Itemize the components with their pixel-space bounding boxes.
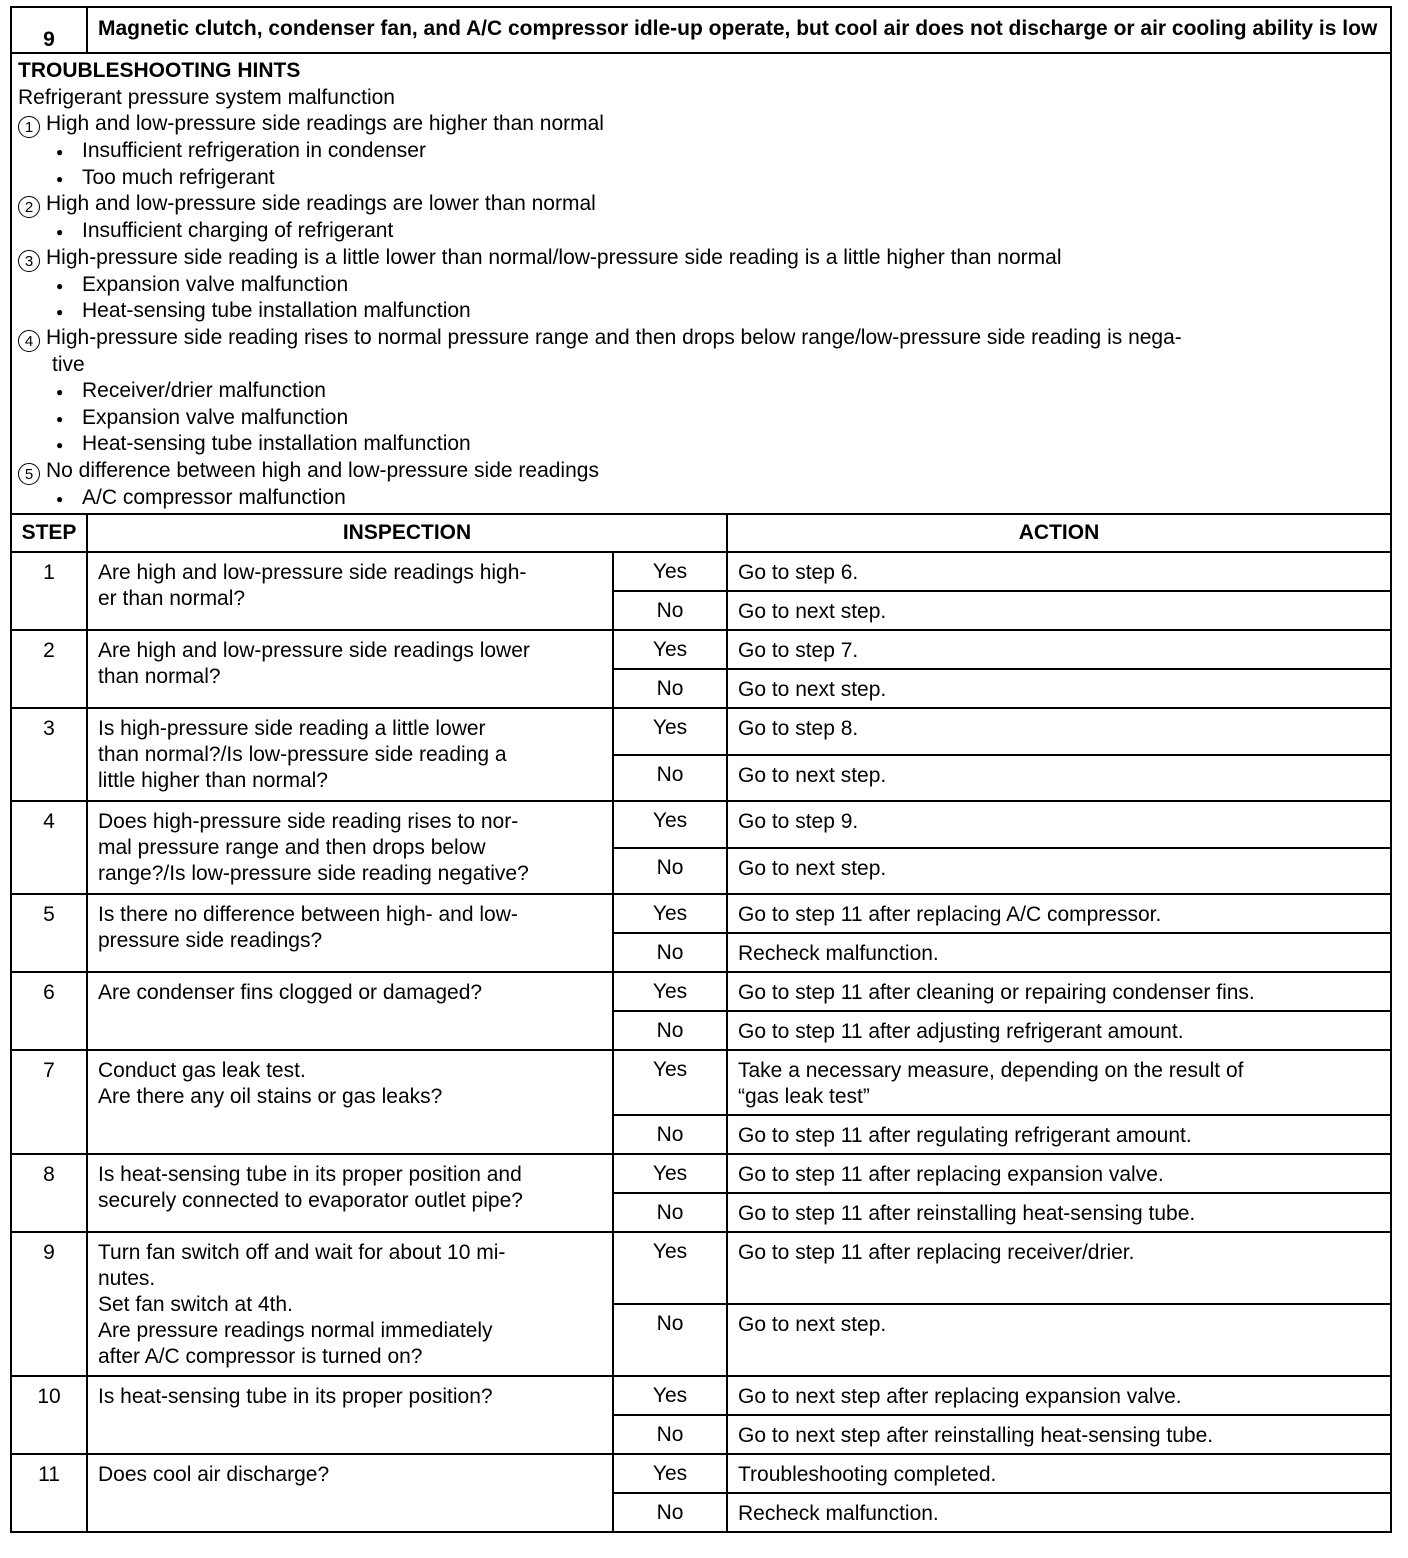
step-number: 8 <box>11 1154 87 1232</box>
no-label: No <box>613 1193 727 1232</box>
no-action: Go to next step. <box>727 669 1391 708</box>
step-number: 11 <box>11 1454 87 1532</box>
no-label: No <box>613 755 727 801</box>
step-inspection: Does high-pressure side reading rises to nor- mal pressure range and then drops below range?/Is low-pressure side reading negative? <box>87 801 613 894</box>
yes-label: Yes <box>613 1154 727 1193</box>
troubleshooting-hints <box>11 53 1391 514</box>
step-inspection: Is heat-sensing tube in its proper position? <box>87 1376 613 1454</box>
step-inspection: Conduct gas leak test. Are there any oil stains or gas leaks? <box>87 1050 613 1154</box>
yes-action: Go to step 11 after cleaning or repairing condenser fins. <box>727 972 1391 1011</box>
yes-action: Go to step 6. <box>727 552 1391 591</box>
hint-cause <box>18 218 1384 245</box>
no-action: Go to next step. <box>727 591 1391 630</box>
hint-cause-text: Insufficient charging of refrigerant <box>82 219 394 242</box>
hint-cause-text: Receiver/drier malfunction <box>82 379 326 402</box>
yes-label: Yes <box>613 552 727 591</box>
col-inspection: INSPECTION <box>87 514 727 552</box>
hint-cause-text: Expansion valve malfunction <box>82 405 349 429</box>
step-row <box>11 708 1391 755</box>
no-action: Go to next step after reinstalling heat-sensing tube. <box>727 1415 1391 1454</box>
hints-subtitle: Refrigerant pressure system malfunction <box>18 85 395 109</box>
no-label: No <box>613 1415 727 1454</box>
hint-condition-text-cont: tive <box>52 352 85 376</box>
hint-cause-text: Insufficient refrigeration in condenser <box>82 139 426 162</box>
yes-action: Troubleshooting completed. <box>727 1454 1391 1493</box>
yes-action: Go to step 11 after replacing expansion valve. <box>727 1154 1391 1193</box>
column-header-row <box>11 514 1391 552</box>
yes-label: Yes <box>613 894 727 933</box>
step-number: 7 <box>11 1050 87 1154</box>
step-row <box>11 552 1391 591</box>
hint-condition <box>18 245 1384 272</box>
yes-label: Yes <box>613 630 727 669</box>
troubleshooting-table <box>10 6 1392 1533</box>
no-label: No <box>613 669 727 708</box>
hint-cause <box>18 165 1384 192</box>
hint-cause <box>18 272 1384 299</box>
no-label: No <box>613 933 727 972</box>
yes-action: Take a necessary measure, depending on the result of “gas leak test” <box>727 1050 1391 1115</box>
hint-condition <box>18 191 1384 218</box>
hint-condition-text: High and low-pressure side readings are lower than normal <box>46 192 596 215</box>
no-label: No <box>613 1493 727 1532</box>
step-number: 9 <box>11 1232 87 1376</box>
step-number: 5 <box>11 894 87 972</box>
hint-cause-text: Heat-sensing tube installation malfunction <box>82 299 471 322</box>
circled-number: 4 <box>18 330 40 352</box>
no-action: Go to step 11 after reinstalling heat-sensing tube. <box>727 1193 1391 1232</box>
header-title: Magnetic clutch, condenser fan, and A/C compressor idle-up operate, but cool air does not discharge or air cooling ability is low <box>87 7 1391 53</box>
yes-label: Yes <box>613 801 727 848</box>
step-row <box>11 1050 1391 1115</box>
step-row <box>11 1376 1391 1415</box>
no-action: Go to step 11 after regulating refrigerant amount. <box>727 1115 1391 1154</box>
hint-condition-text: High-pressure side reading rises to normal pressure range and then drops below range/low-pressure side reading is nega- <box>46 325 1182 349</box>
yes-label: Yes <box>613 1454 727 1493</box>
step-row <box>11 972 1391 1011</box>
step-inspection: Are condenser fins clogged or damaged? <box>87 972 613 1050</box>
step-number: 4 <box>11 801 87 894</box>
no-label: No <box>613 848 727 894</box>
step-inspection: Is high-pressure side reading a little lower than normal?/Is low-pressure side reading a little higher than normal? <box>87 708 613 801</box>
circled-number: 1 <box>18 116 40 138</box>
step-number: 1 <box>11 552 87 630</box>
yes-label: Yes <box>613 1050 727 1115</box>
yes-label: Yes <box>613 708 727 755</box>
hint-condition <box>18 111 1384 138</box>
step-row <box>11 630 1391 669</box>
yes-action: Go to step 11 after replacing A/C compressor. <box>727 894 1391 933</box>
hint-cause-text: Too much refrigerant <box>82 165 275 189</box>
col-step: STEP <box>11 514 87 552</box>
circled-number: 2 <box>18 196 40 218</box>
hint-cause-text: A/C compressor malfunction <box>82 485 346 509</box>
header-row <box>11 7 1391 53</box>
col-action: ACTION <box>727 514 1391 552</box>
no-action: Go to step 11 after adjusting refrigerant amount. <box>727 1011 1391 1050</box>
no-label: No <box>613 1115 727 1154</box>
yes-action: Go to step 8. <box>727 708 1391 755</box>
step-inspection: Are high and low-pressure side readings lower than normal? <box>87 630 613 708</box>
step-row <box>11 801 1391 848</box>
no-action: Recheck malfunction. <box>727 1493 1391 1532</box>
troubleshooting-page <box>10 6 1402 1533</box>
no-action: Recheck malfunction. <box>727 933 1391 972</box>
yes-action: Go to step 7. <box>727 630 1391 669</box>
step-inspection: Turn fan switch off and wait for about 10 mi- nutes. Set fan switch at 4th. Are pressure readings normal immediately after A/C compressor is turned on? <box>87 1232 613 1376</box>
hint-cause <box>18 378 1384 405</box>
step-row <box>11 1154 1391 1193</box>
step-inspection: Are high and low-pressure side readings high- er than normal? <box>87 552 613 630</box>
step-row <box>11 894 1391 933</box>
step-number: 2 <box>11 630 87 708</box>
hint-condition-text: No difference between high and low-pressure side readings <box>46 458 599 482</box>
step-number: 6 <box>11 972 87 1050</box>
step-row <box>11 1232 1391 1304</box>
hint-condition <box>18 325 1384 352</box>
hint-cause-text: Heat-sensing tube installation malfunction <box>82 432 471 455</box>
no-action: Go to next step. <box>727 1304 1391 1376</box>
yes-action: Go to next step after replacing expansion valve. <box>727 1376 1391 1415</box>
yes-action: Go to step 9. <box>727 801 1391 848</box>
hint-cause-text: Expansion valve malfunction <box>82 272 349 296</box>
step-number: 10 <box>11 1376 87 1454</box>
header-number: 9 <box>11 7 87 53</box>
hints-title: TROUBLESHOOTING HINTS <box>18 59 301 82</box>
hint-condition <box>18 458 1384 485</box>
hint-condition-text: High and low-pressure side readings are higher than normal <box>46 112 604 135</box>
hint-condition-text: High-pressure side reading is a little lower than normal/low-pressure side reading is a little higher than normal <box>46 245 1062 269</box>
hint-cause <box>18 405 1384 432</box>
no-action: Go to next step. <box>727 755 1391 801</box>
hint-cause <box>18 431 1384 458</box>
yes-action: Go to step 11 after replacing receiver/drier. <box>727 1232 1391 1304</box>
hint-cause <box>18 485 1384 512</box>
no-label: No <box>613 1304 727 1376</box>
step-row <box>11 1454 1391 1493</box>
yes-label: Yes <box>613 1376 727 1415</box>
step-number: 3 <box>11 708 87 801</box>
hints-row <box>11 53 1391 514</box>
circled-number: 5 <box>18 463 40 485</box>
yes-label: Yes <box>613 972 727 1011</box>
step-inspection: Does cool air discharge? <box>87 1454 613 1532</box>
no-label: No <box>613 591 727 630</box>
no-action: Go to next step. <box>727 848 1391 894</box>
circled-number: 3 <box>18 250 40 272</box>
step-inspection: Is heat-sensing tube in its proper position and securely connected to evaporator outlet pipe? <box>87 1154 613 1232</box>
hint-cause <box>18 298 1384 325</box>
no-label: No <box>613 1011 727 1050</box>
step-inspection: Is there no difference between high- and low- pressure side readings? <box>87 894 613 972</box>
yes-label: Yes <box>613 1232 727 1304</box>
hint-cause <box>18 138 1384 165</box>
